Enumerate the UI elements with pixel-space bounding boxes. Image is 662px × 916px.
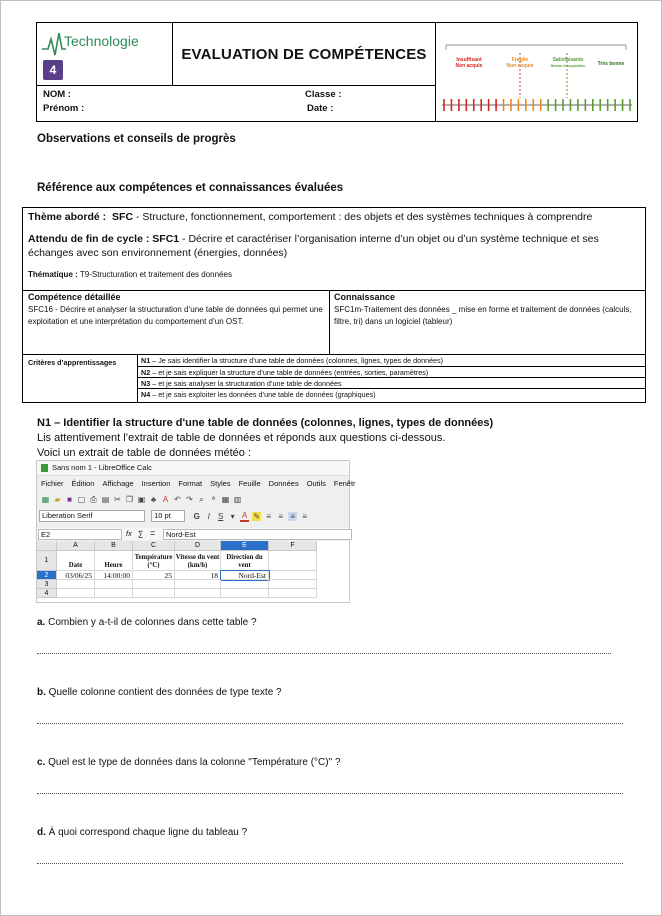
column-header-d[interactable]: D [175, 541, 221, 551]
menu-outils[interactable]: Outils [306, 479, 326, 488]
menu-fichier[interactable]: Fichier [41, 479, 64, 488]
cell-e2[interactable]: Nord-Est [221, 571, 269, 580]
critere-n3: N3 – et je sais analyser la structuration d’une table de données [137, 377, 645, 388]
cell-e1[interactable]: Direction du vent [221, 551, 269, 571]
grid-corner[interactable] [37, 541, 57, 551]
new-icon[interactable]: ▦ [41, 494, 50, 504]
menu-styles[interactable]: Styles [210, 479, 231, 488]
underline-button[interactable]: S [218, 511, 224, 521]
observations-heading: Observations et conseils de progrès [37, 133, 236, 145]
student-fields [37, 85, 436, 122]
menu-donnees[interactable]: Données [268, 479, 299, 488]
question-a: a. Combien y a-t-il de colonnes dans cette table ? [37, 617, 257, 628]
calc-screenshot [36, 460, 356, 603]
cell-b2[interactable]: 14:00:00 [95, 571, 133, 580]
cell-a4[interactable] [57, 589, 95, 598]
calc-menubar [37, 479, 356, 490]
connaissance-cell [330, 291, 645, 354]
cell-a1[interactable]: Date [57, 551, 95, 571]
pulse-icon [42, 29, 66, 57]
exercise-heading: N1 – Identifier la structure d'une table de données (colonnes, lignes, types de données) [37, 417, 494, 429]
copy-icon[interactable]: ❐ [125, 494, 134, 504]
critere-n4: N4 – et je sais exploiter les données d’une table de données (graphiques) [137, 388, 645, 402]
justify-icon[interactable]: ≡ [302, 511, 308, 521]
formula-input[interactable]: Nord-Est [163, 529, 352, 540]
align-left-icon[interactable]: ≡ [266, 511, 272, 521]
cell-e4[interactable] [221, 589, 269, 598]
cell-c2[interactable]: 25 [133, 571, 175, 580]
undo-icon[interactable]: ↶ [174, 494, 181, 504]
scale-level-satisfaisante: Satisfaisante Niveau d'acquisition [550, 57, 586, 68]
cell-f2[interactable] [269, 571, 317, 580]
calc-window-title: Sans nom 1 - LibreOffice Calc [52, 463, 152, 472]
row-header-2[interactable]: 2 [37, 571, 57, 580]
answer-line-d[interactable] [37, 863, 623, 864]
export-pdf-icon[interactable]: ▢ [77, 494, 86, 504]
column-header-b[interactable]: B [95, 541, 133, 551]
thematique-line: Thématique : T9-Structuration et traitement des données [28, 270, 232, 279]
open-icon[interactable]: ▰ [54, 494, 61, 504]
scale-level-fragile: Fragile Non acquis [506, 57, 534, 69]
competence-theme-row [23, 208, 645, 291]
evaluation-scale [436, 23, 637, 121]
column-header-a[interactable]: A [57, 541, 95, 551]
font-color-icon[interactable]: A [242, 510, 248, 520]
competence-detail-cell [23, 291, 330, 354]
scale-level-tres-bonne: Très bonne [597, 61, 625, 67]
calc-standard-toolbar [37, 494, 349, 506]
cell-a3[interactable] [57, 580, 95, 589]
connaissance-title: Connaissance [334, 292, 396, 302]
menu-affichage[interactable]: Affichage [102, 479, 134, 488]
question-b: b. Quelle colonne contient des données de type texte ? [37, 687, 282, 698]
exercise-intro: Voici un extrait de table de données météo : [37, 447, 252, 459]
row-header-1[interactable]: 1 [37, 551, 57, 571]
font-name-box[interactable]: Liberation Serif [39, 510, 145, 522]
spelling-icon[interactable]: ª [212, 494, 215, 504]
cell-d2[interactable]: 18 [175, 571, 221, 580]
menu-feuille[interactable]: Feuille [238, 479, 261, 488]
cell-c4[interactable] [133, 589, 175, 598]
classe-label: Classe : [305, 89, 342, 100]
cell-f1[interactable] [269, 551, 317, 571]
redo-icon[interactable]: ↷ [186, 494, 193, 504]
print-preview-icon[interactable]: ▤ [101, 494, 110, 504]
menu-insertion[interactable]: Insertion [141, 479, 171, 488]
spreadsheet-grid [37, 541, 349, 602]
header-box [36, 22, 638, 122]
calc-formula-bar [37, 528, 349, 540]
competence-detail-row [23, 291, 645, 355]
logo-text: Technologie [64, 33, 139, 49]
prenom-label: Prénom : [43, 103, 85, 114]
menu-format[interactable]: Format [178, 479, 203, 488]
answer-line-b[interactable] [37, 723, 623, 724]
criteres-row [23, 355, 645, 402]
column-icon[interactable]: ▥ [233, 494, 242, 504]
cell-f3[interactable] [269, 580, 317, 589]
calc-format-toolbar [37, 510, 349, 524]
answer-line-a[interactable] [37, 653, 611, 654]
technologie-logo [37, 23, 173, 85]
find-icon[interactable]: ⌕ [199, 494, 204, 504]
cell-f4[interactable] [269, 589, 317, 598]
scale-graphic [436, 23, 637, 121]
strikethrough-icon[interactable]: ▾ [230, 511, 235, 521]
name-box[interactable]: E2 [38, 529, 122, 540]
exercise-instruction: Lis attentivement l’extrait de table de données et réponds aux questions ci-dessous. [37, 432, 446, 444]
paste-icon[interactable]: ▣ [137, 494, 146, 504]
cell-b3[interactable] [95, 580, 133, 589]
function-wizard-icon[interactable]: fx [126, 529, 132, 538]
criteres-label: Critères d’apprentissages [28, 358, 117, 367]
align-right-icon[interactable]: ≡ [288, 512, 297, 521]
grid-icon[interactable]: ▦ [221, 494, 230, 504]
grade-level-badge: 4 [43, 60, 63, 80]
formula-equals-icon[interactable]: = [150, 528, 156, 538]
cell-c1[interactable]: Température (°C) [133, 551, 175, 571]
highlight-icon[interactable]: ✎ [253, 511, 261, 521]
nom-label: NOM : [43, 89, 71, 100]
align-center-icon[interactable]: ≡ [278, 511, 284, 521]
theme-line: Thème abordé : SFC - Structure, fonctionnement, comportement : des objets et des systèmes techniques à comprendre [28, 211, 593, 223]
cut-icon[interactable]: ✂ [114, 494, 121, 504]
sum-icon[interactable]: ∑ [138, 529, 144, 538]
critere-n2: N2 – et je sais expliquer la structure d’une table de données (entrées, sorties, paramètres) [137, 366, 645, 377]
cell-c3[interactable] [133, 580, 175, 589]
cell-d3[interactable] [175, 580, 221, 589]
attendu-line: Attendu de fin de cycle : SFC1 - Décrire et caractériser l’organisation interne d’un objet ou d’un système technique et ses échanges avec son environnement (énergies, données) [28, 233, 599, 259]
column-header-f[interactable]: F [269, 541, 317, 551]
calc-app-icon [41, 464, 48, 472]
font-size-box[interactable]: 10 pt [151, 510, 185, 522]
cell-d4[interactable] [175, 589, 221, 598]
cell-b1[interactable]: Heure [95, 551, 133, 571]
cell-a2[interactable]: 03/06/25 [57, 571, 95, 580]
question-c: c. Quel est le type de données dans la colonne "Température (°C)" ? [37, 757, 341, 768]
clone-icon[interactable]: ♣ [150, 494, 157, 504]
reference-heading: Référence aux compétences et connaissances évaluées [37, 182, 344, 194]
page-title: EVALUATION DE COMPÉTENCES [173, 23, 436, 85]
print-icon[interactable]: ⎙ [90, 494, 97, 504]
cell-e3[interactable] [221, 580, 269, 589]
detail-text: SFC16 - Décrire et analyser la structuration d’une table de données qui permet une exploitation et une interprétation du comportement d’un OST. [28, 305, 323, 326]
critere-n1: N1 – Je sais identifier la structure d’une table de données (colonnes, lignes, types de données) [137, 355, 645, 366]
answer-line-c[interactable] [37, 793, 623, 794]
row-header-4[interactable]: 4 [37, 589, 57, 598]
connaissance-text: SFC1m-Traitement des données _ mise en forme et traitement de données (calculs, filtre, tri) dans un logiciel (tableur) [334, 305, 632, 326]
save-icon[interactable]: ■ [67, 494, 72, 504]
date-label: Date : [307, 103, 334, 114]
competence-table [22, 207, 646, 403]
bold-button[interactable]: G [193, 511, 200, 521]
menu-fenetre[interactable]: Fenêtr [333, 479, 356, 488]
clear-icon[interactable]: A [162, 494, 169, 504]
calc-titlebar [37, 461, 349, 476]
column-header-e[interactable]: E [221, 541, 269, 551]
scale-level-insuffisant: Insuffisant Non acquis [455, 57, 483, 69]
column-header-c[interactable]: C [133, 541, 175, 551]
detail-title: Compétence détaillée [28, 292, 121, 302]
row-header-3[interactable]: 3 [37, 580, 57, 589]
italic-button[interactable]: I [207, 511, 210, 521]
question-d: d. À quoi correspond chaque ligne du tableau ? [37, 827, 248, 838]
menu-edition[interactable]: Édition [71, 479, 95, 488]
cell-d1[interactable]: Vitesse du vent (km/h) [175, 551, 221, 571]
cell-b4[interactable] [95, 589, 133, 598]
